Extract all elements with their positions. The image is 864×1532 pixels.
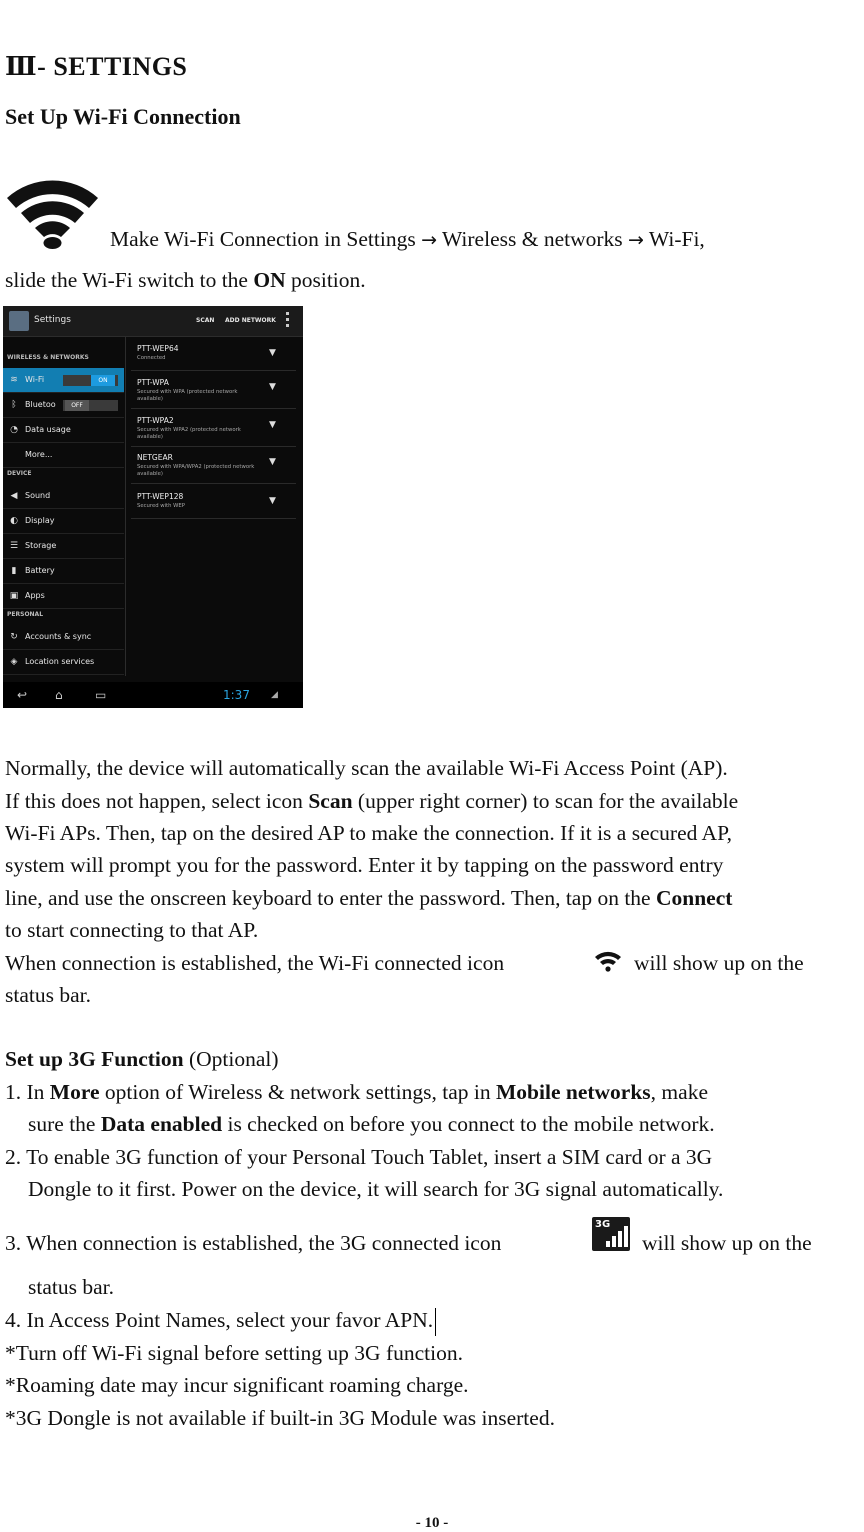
arrow-icon: → bbox=[628, 229, 644, 251]
g3-step3-end: will show up on the bbox=[642, 1231, 812, 1255]
add-network-button[interactable]: ADD NETWORK bbox=[225, 317, 276, 324]
wifi-signal-icon: ▼ bbox=[269, 382, 276, 392]
wifi-connected-icon bbox=[594, 950, 622, 972]
para1-line4: system will prompt you for the password. Enter it by tapping on the password entry bbox=[5, 853, 724, 877]
g3-step3: 3. When connection is established, the 3G connected icon bbox=[5, 1231, 502, 1255]
g3-step3-line2: status bar. bbox=[28, 1275, 114, 1299]
g3-step4: 4. In Access Point Names, select your favor APN. bbox=[5, 1304, 436, 1336]
wifi-instruction-line2: slide the Wi-Fi switch to the ON position. bbox=[5, 268, 366, 292]
sidebar-item-bluetooth[interactable] bbox=[3, 393, 124, 418]
wifi-icon: ≋ bbox=[10, 375, 18, 385]
g3-step1-line2: sure the Data enabled is checked on before you connect to the mobile network. bbox=[28, 1112, 715, 1136]
network-status: Connected bbox=[137, 355, 166, 361]
para1-line3: Wi-Fi APs. Then, tap on the desired AP to make the connection. If it is a secured AP, bbox=[5, 821, 733, 845]
network-name: PTT-WEP64 bbox=[137, 344, 179, 353]
g3-title: Set up 3G Function (Optional) bbox=[5, 1047, 279, 1071]
location-icon: ◈ bbox=[10, 657, 18, 667]
wifi-toggle[interactable] bbox=[63, 375, 118, 386]
sidebar-item-label: Wi-Fi bbox=[25, 375, 45, 384]
network-name: PTT-WPA bbox=[137, 378, 169, 387]
network-item[interactable] bbox=[131, 340, 296, 371]
overflow-menu-icon[interactable] bbox=[286, 312, 289, 330]
section-heading: Ⅲ- SETTINGS bbox=[5, 52, 188, 81]
sidebar-item-display[interactable] bbox=[3, 509, 124, 534]
para1-line2: If this does not happen, select icon Scan (upper right corner) to scan for the available bbox=[5, 789, 739, 813]
system-nav-bar bbox=[3, 682, 303, 708]
signal-status-icon: ◢ bbox=[271, 690, 278, 700]
sidebar-item-label: Storage bbox=[25, 541, 57, 550]
sound-icon: ◀ bbox=[10, 491, 18, 501]
wifi-instruction-line1: Make Wi-Fi Connection in Settings → Wireless & networks → Wi-Fi, bbox=[110, 227, 705, 251]
para1-line7: When connection is established, the Wi-Fi connected icon bbox=[5, 951, 505, 975]
sync-icon: ↻ bbox=[10, 632, 18, 642]
para1-line5: line, and use the onscreen keyboard to enter the password. Then, tap on the Connect bbox=[5, 886, 733, 910]
action-bar bbox=[3, 306, 303, 337]
note-2: *Roaming date may incur significant roaming charge. bbox=[5, 1373, 469, 1397]
sidebar-item-label: Display bbox=[25, 516, 55, 525]
sidebar-item-label: Location services bbox=[25, 657, 95, 666]
note-1: *Turn off Wi-Fi signal before setting up 3G function. bbox=[5, 1341, 463, 1365]
settings-app-icon bbox=[9, 311, 29, 331]
sidebar-item-accounts[interactable] bbox=[3, 625, 124, 650]
display-icon: ◐ bbox=[10, 516, 18, 526]
network-name: PTT-WPA2 bbox=[137, 416, 174, 425]
network-name: PTT-WEP128 bbox=[137, 492, 184, 501]
3g-label: 3G bbox=[595, 1219, 611, 1230]
network-status: Secured with WPA2 (protected network available) bbox=[137, 427, 241, 440]
note-3: *3G Dongle is not available if built-in 3G Module was inserted. bbox=[5, 1406, 555, 1430]
battery-icon: ▮ bbox=[11, 566, 17, 576]
network-status: Secured with WEP bbox=[137, 503, 185, 509]
toggle-state: OFF bbox=[65, 400, 89, 411]
wifi-signal-icon: ▼ bbox=[269, 420, 276, 430]
sidebar-item-label: Apps bbox=[25, 591, 45, 600]
arrow-icon: → bbox=[421, 229, 437, 251]
para1-line6: to start connecting to that AP. bbox=[5, 918, 259, 942]
page-number: - 10 - bbox=[415, 1515, 449, 1531]
pane-divider bbox=[125, 336, 126, 676]
g3-step1: 1. In More option of Wireless & network settings, tap in Mobile networks, make bbox=[5, 1080, 708, 1104]
sidebar-item-label: More... bbox=[25, 450, 53, 459]
settings-screenshot bbox=[3, 306, 303, 708]
g3-step2: 2. To enable 3G function of your Personal Touch Tablet, insert a SIM card or a 3G bbox=[5, 1145, 713, 1169]
network-status: Secured with WPA/WPA2 (protected network available) bbox=[137, 464, 255, 477]
para1-line1: Normally, the device will automatically scan the available Wi-Fi Access Point (AP). bbox=[5, 756, 728, 780]
back-icon[interactable]: ↩ bbox=[17, 688, 28, 702]
scan-button[interactable]: SCAN bbox=[196, 317, 215, 324]
sidebar-item-storage[interactable] bbox=[3, 534, 124, 559]
network-item[interactable] bbox=[131, 488, 296, 519]
para1-line7-end: will show up on the bbox=[634, 951, 804, 975]
sidebar-item-apps[interactable] bbox=[3, 584, 124, 609]
recent-apps-icon[interactable]: ▭ bbox=[95, 688, 107, 702]
sidebar-item-label: Data usage bbox=[25, 425, 71, 434]
clock: 1:37 bbox=[223, 688, 250, 702]
para1-line8: status bar. bbox=[5, 983, 91, 1007]
wifi-signal-icon: ▼ bbox=[269, 457, 276, 467]
wifi-signal-icon: ▼ bbox=[269, 348, 276, 358]
sidebar-item-label: Bluetoo bbox=[25, 400, 56, 409]
sidebar-item-label: Battery bbox=[25, 566, 55, 575]
network-item[interactable] bbox=[131, 374, 296, 409]
screen-title: Settings bbox=[34, 315, 71, 325]
3g-signal-icon bbox=[592, 1217, 630, 1251]
section-label: WIRELESS & NETWORKS bbox=[7, 354, 89, 361]
g3-step2-line2: Dongle to it first. Power on the device, it will search for 3G signal automatically. bbox=[28, 1177, 724, 1201]
sidebar-item-location[interactable] bbox=[3, 650, 124, 675]
toggle-state: ON bbox=[91, 375, 115, 386]
text-cursor bbox=[435, 1308, 436, 1336]
network-name: NETGEAR bbox=[137, 453, 173, 462]
network-status: Secured with WPA (protected network available) bbox=[137, 389, 238, 402]
network-item[interactable] bbox=[131, 412, 296, 447]
sidebar-item-sound[interactable] bbox=[3, 484, 124, 509]
sidebar-item-data-usage[interactable] bbox=[3, 418, 124, 443]
section-label: DEVICE bbox=[7, 470, 32, 477]
wifi-icon bbox=[5, 174, 100, 250]
sidebar-item-label: Accounts & sync bbox=[25, 632, 92, 641]
settings-sidebar bbox=[3, 336, 124, 676]
sidebar-item-wifi[interactable] bbox=[3, 368, 124, 393]
subheading: Set Up Wi-Fi Connection bbox=[5, 104, 241, 129]
storage-icon: ☰ bbox=[9, 541, 19, 551]
sidebar-item-battery[interactable] bbox=[3, 559, 124, 584]
data-usage-icon: ◔ bbox=[10, 425, 18, 435]
sidebar-item-more[interactable] bbox=[3, 443, 124, 468]
sidebar-item-label: Sound bbox=[25, 491, 51, 500]
home-icon[interactable]: ⌂ bbox=[55, 688, 63, 702]
network-item[interactable] bbox=[131, 449, 296, 484]
apps-icon: ▣ bbox=[9, 591, 19, 601]
wifi-signal-icon: ▼ bbox=[269, 496, 276, 506]
bluetooth-icon: ᛒ bbox=[11, 400, 17, 410]
bluetooth-toggle[interactable] bbox=[63, 400, 118, 411]
section-label: PERSONAL bbox=[7, 611, 44, 618]
